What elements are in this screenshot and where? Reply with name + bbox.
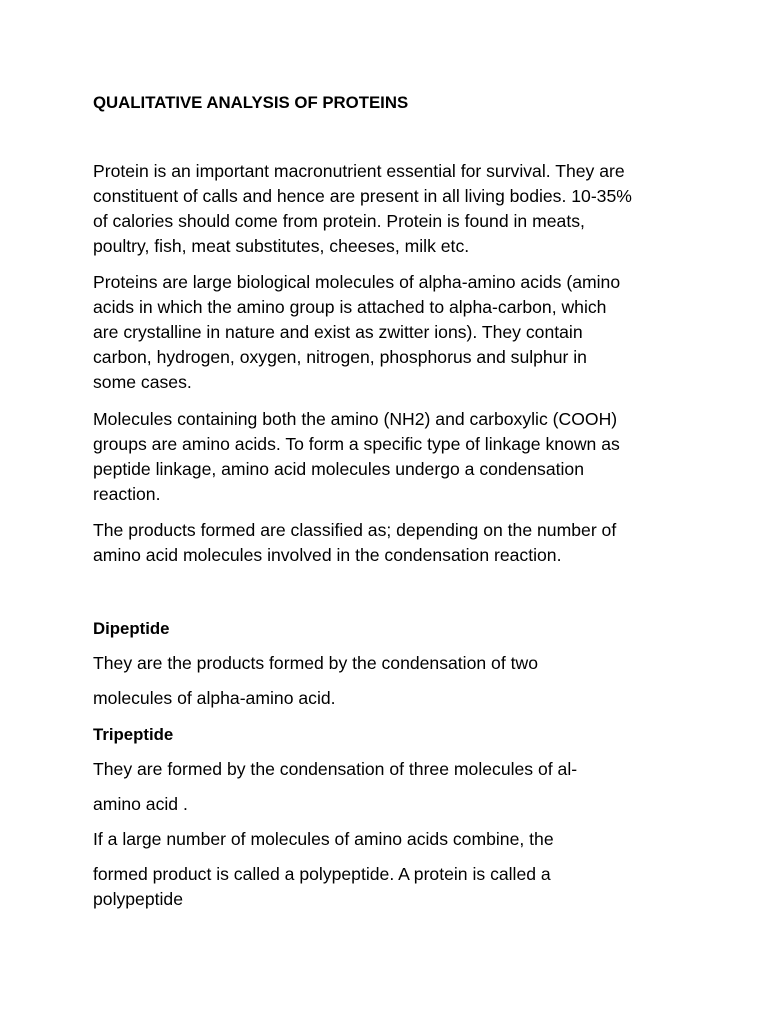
paragraph-4-line-2: amino acid molecules involved in the condensation reaction. [93, 545, 562, 565]
document-title: QUALITATIVE ANALYSIS OF PROTEINS [93, 93, 409, 112]
paragraph-3-line-3: peptide linkage, amino acid molecules undergo a condensation [93, 459, 585, 479]
tripeptide-text-line-1: They are formed by the condensation of three molecules of al- [93, 759, 578, 779]
paragraph-1-line-1: Protein is an important macronutrient essential for survival. They are [93, 161, 625, 181]
paragraph-1-line-3: of calories should come from protein. Protein is found in meats, [93, 211, 585, 231]
paragraph-2-line-3: are crystalline in nature and exist as zwitter ions). They contain [93, 322, 583, 342]
paragraph-2-line-1: Proteins are large biological molecules of alpha-amino acids (amino [93, 272, 621, 292]
paragraph-1-line-2: constituent of calls and hence are present in all living bodies. 10-35% [93, 186, 632, 206]
paragraph-3-line-4: reaction. [93, 484, 161, 504]
dipeptide-heading: Dipeptide [93, 619, 170, 638]
paragraph-1-line-4: poultry, fish, meat substitutes, cheeses, milk etc. [93, 236, 470, 256]
tripeptide-heading: Tripeptide [93, 725, 174, 744]
polypeptide-text-line-2: formed product is called a polypeptide. A protein is called a [93, 864, 551, 884]
paragraph-3-line-1: Molecules containing both the amino (NH2) and carboxylic (COOH) [93, 409, 618, 429]
paragraph-4-line-1: The products formed are classified as; depending on the number of [93, 520, 617, 540]
paragraph-2-line-2: acids in which the amino group is attached to alpha-carbon, which [93, 297, 607, 317]
dipeptide-text-line-1: They are the products formed by the condensation of two [93, 653, 538, 673]
dipeptide-text-line-2: molecules of alpha-amino acid. [93, 688, 336, 708]
paragraph-2-line-5: some cases. [93, 372, 192, 392]
polypeptide-text-line-1: If a large number of molecules of amino acids combine, the [93, 829, 554, 849]
paragraph-3-line-2: groups are amino acids. To form a specific type of linkage known as [93, 434, 620, 454]
tripeptide-text-line-2: amino acid . [93, 794, 188, 814]
paragraph-2-line-4: carbon, hydrogen, oxygen, nitrogen, phosphorus and sulphur in [93, 347, 587, 367]
polypeptide-text-line-3: polypeptide [93, 889, 183, 909]
